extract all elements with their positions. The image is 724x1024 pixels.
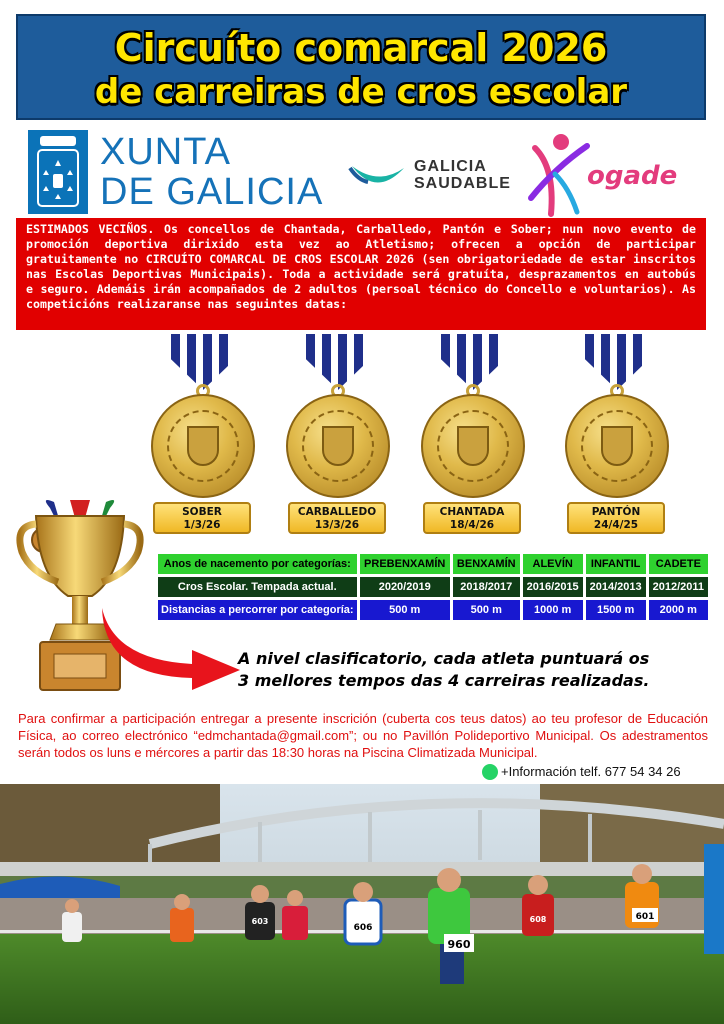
table-years-row (158, 577, 708, 597)
categories-table (155, 551, 711, 623)
galicia-saudable-line-1: GALICIA (414, 158, 487, 175)
coat-of-arms-icon (457, 426, 489, 466)
galicia-saudable-logo (414, 158, 511, 192)
medal-sober (143, 334, 263, 534)
table-header-row (158, 554, 708, 574)
years-row-label: Cros Escolar. Tempada actual. (158, 577, 357, 597)
scoring-line-2: 3 mellores tempos das 4 carreiras realizadas. (238, 671, 650, 690)
contact-info (482, 763, 681, 781)
table-header-label: Anos de nacemento por categorías: (158, 554, 357, 574)
xunta-logo-line-2: DE GALICIA (100, 171, 324, 213)
race-label-sober (153, 502, 251, 534)
race-date: 1/3/26 (183, 519, 221, 531)
title-banner (16, 14, 706, 120)
years-cell: 2012/2011 (649, 577, 708, 597)
coat-of-arms-icon (601, 426, 633, 466)
svg-text:ogade: ogade (587, 161, 678, 191)
distance-cell: 1000 m (523, 600, 583, 620)
info-lead: ESTIMADOS VECIÑOS. (26, 222, 155, 236)
whatsapp-icon (482, 764, 498, 780)
race-label-carballedo (288, 502, 386, 534)
distance-cell: 2000 m (649, 600, 708, 620)
distance-cell: 1500 m (586, 600, 646, 620)
distance-cell: 500 m (360, 600, 450, 620)
title-line-2: de carreiras de cros escolar (94, 72, 628, 112)
xunta-logo-line-1: XUNTA (100, 131, 231, 173)
medal-panton (557, 334, 677, 534)
category-cell: INFANTIL (586, 554, 646, 574)
race-date: 24/4/25 (593, 519, 639, 531)
coat-of-arms-icon (187, 426, 219, 466)
contact-phone: +Información telf. 677 54 34 26 (501, 764, 681, 779)
distance-row-label: Distancias a percorrer por categoría: (158, 600, 357, 620)
race-photo (0, 784, 724, 1024)
medal-ribbon (171, 334, 235, 390)
race-place: PANTÓN (591, 506, 641, 518)
confirmation-text: Para confirmar a participación entregar a presente inscrición (cuberta cos teus datos) ao teu profesor de Educación Física, ao correo electrónico “edmchantada@gmail.com”; ou no Pavillón Polideportivo Municipal. Os adestramentos serán todos os luns e mércores a partir das 18:30 horas na Piscina Climatizada Municipal. (18, 711, 708, 760)
bib-number: 601 (635, 912, 655, 922)
distance-cell: 500 m (453, 600, 520, 620)
bib-number: 603 (251, 917, 269, 926)
medal-ribbon (441, 334, 505, 390)
years-cell: 2014/2013 (586, 577, 646, 597)
race-date: 13/3/26 (314, 519, 360, 531)
galicia-saudable-line-2: SAUDABLE (414, 175, 511, 192)
medal-carballedo (278, 334, 398, 534)
category-cell: CADETE (649, 554, 708, 574)
info-announcement (16, 218, 706, 330)
bib-number: 608 (529, 915, 547, 924)
info-body: Os concellos de Chantada, Carballedo, Pantón e Sober; nun novo evento de promoción deportiva dirixido esta vez ao Atletismo; ofrecen a opción de participar gratuitamente no CIRCUÍTO COMARCAL DE CROS ESCOLAR 2026 (sen obrigatoriedade de estar inscritos nas Escolas Deportivas Municipais). Toda a actividade será gratuíta, desprazamentos en autobús e seguro. Ademáis irán acompañados de 2 adultos (persoal técnico do Concello e voluntarios). As competicións realizaranse nas seguintes datas: (26, 222, 697, 311)
medal-disc (565, 394, 669, 498)
years-cell: 2018/2017 (453, 577, 520, 597)
medal-disc (421, 394, 525, 498)
medal-disc (286, 394, 390, 498)
xogade-logo (525, 128, 695, 218)
medal-ribbon (585, 334, 649, 390)
scoring-note (238, 648, 708, 692)
xunta-de-galicia-logo (100, 132, 323, 212)
years-cell: 2020/2019 (360, 577, 450, 597)
race-label-chantada (423, 502, 521, 534)
race-label-panton (567, 502, 665, 534)
category-cell: PREBENXAMÍN (360, 554, 450, 574)
xunta-emblem-icon (28, 130, 88, 214)
scoring-line-1: A nivel clasificatorio, cada atleta puntuará os (238, 649, 650, 668)
race-date: 18/4/26 (449, 519, 495, 531)
race-place: SOBER (182, 506, 222, 518)
race-place: CHANTADA (439, 506, 505, 518)
race-place: CARBALLEDO (297, 506, 377, 518)
galicia-saudable-icon (348, 158, 408, 194)
title-line-1: Circuíto comarcal 2026 (114, 26, 608, 70)
bib-number: 960 (447, 938, 471, 951)
medal-disc (151, 394, 255, 498)
table-distance-row (158, 600, 708, 620)
medal-ribbon (306, 334, 370, 390)
bib-number: 606 (353, 923, 373, 933)
coat-of-arms-icon (322, 426, 354, 466)
years-cell: 2016/2015 (523, 577, 583, 597)
category-cell: BENXAMÍN (453, 554, 520, 574)
medal-chantada (413, 334, 533, 534)
category-cell: ALEVÍN (523, 554, 583, 574)
